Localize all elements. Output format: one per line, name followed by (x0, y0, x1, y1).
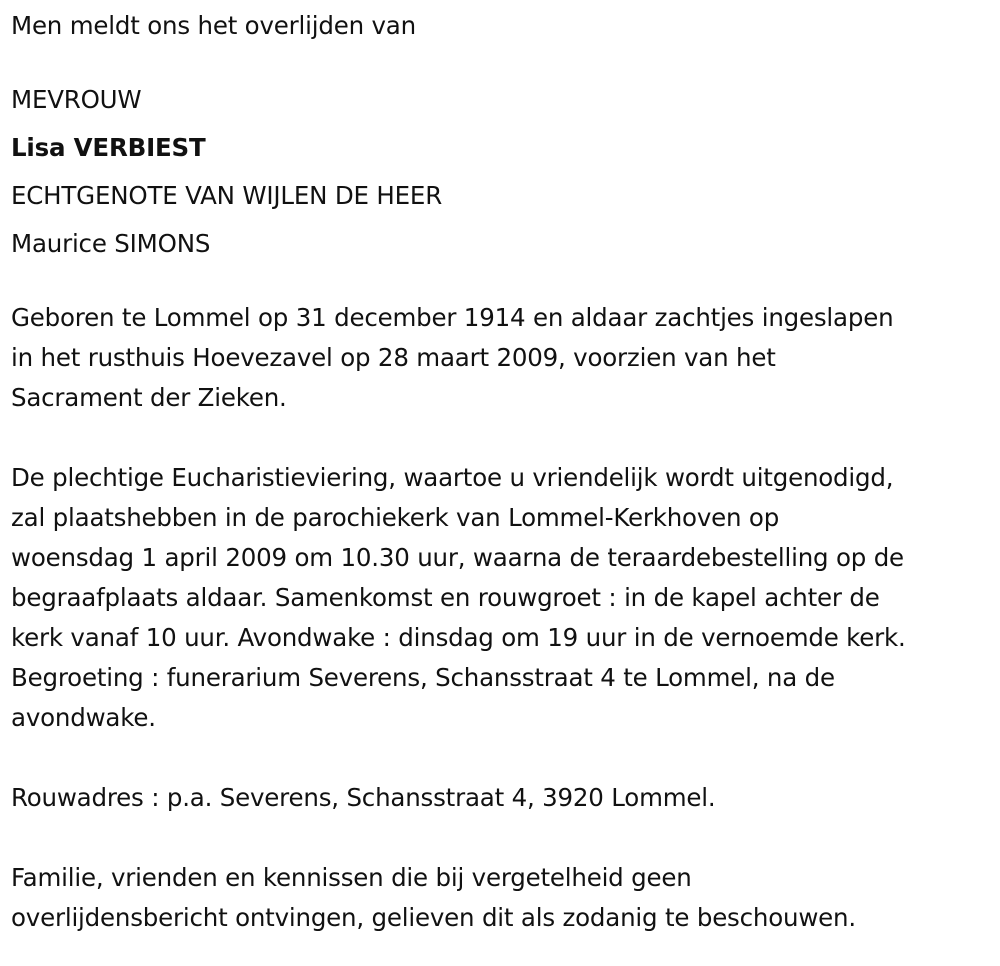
paragraph-line: in het rusthuis Hoevezavel op 28 maart 2009, voorzien van het (11, 343, 776, 372)
paragraph-line: Sacrament der Zieken. (11, 383, 287, 412)
title-line: MEVROUW (11, 85, 142, 114)
ceremony-paragraph (11, 458, 996, 738)
paragraph-line: Familie, vrienden en kennissen die bij vergetelheid geen (11, 863, 692, 892)
paragraph-line: avondwake. (11, 703, 156, 732)
spacer (11, 46, 996, 76)
spacer (11, 418, 996, 458)
spacer (11, 268, 996, 298)
birth-paragraph (11, 298, 996, 418)
paragraph-line: De plechtige Eucharistieviering, waartoe u vriendelijk wordt uitgenodigd, (11, 463, 894, 492)
paragraph-line: begraafplaats aldaar. Samenkomst en rouwgroet : in de kapel achter de (11, 583, 880, 612)
obituary-notice (11, 6, 996, 938)
address-line: Rouwadres : p.a. Severens, Schansstraat 4, 3920 Lommel. (11, 783, 716, 812)
paragraph-line: zal plaatshebben in de parochiekerk van Lommel-Kerkhoven op (11, 503, 780, 532)
closing-paragraph (11, 858, 996, 938)
spacer (11, 818, 996, 858)
paragraph-line: overlijdensbericht ontvingen, gelieven dit als zodanig te beschouwen. (11, 903, 856, 932)
paragraph-line: woensdag 1 april 2009 om 10.30 uur, waarna de teraardebestelling op de (11, 543, 904, 572)
paragraph-line: Begroeting : funerarium Severens, Schansstraat 4 te Lommel, na de (11, 663, 835, 692)
spouse-name: Maurice SIMONS (11, 229, 211, 258)
paragraph-line: kerk vanaf 10 uur. Avondwake : dinsdag om 19 uur in de vernoemde kerk. (11, 623, 906, 652)
spacer (11, 738, 996, 778)
deceased-name: Lisa VERBIEST (11, 133, 206, 162)
paragraph-line: Geboren te Lommel op 31 december 1914 en aldaar zachtjes ingeslapen (11, 303, 894, 332)
relation-line: ECHTGENOTE VAN WIJLEN DE HEER (11, 181, 443, 210)
intro-line: Men meldt ons het overlijden van (11, 11, 416, 40)
